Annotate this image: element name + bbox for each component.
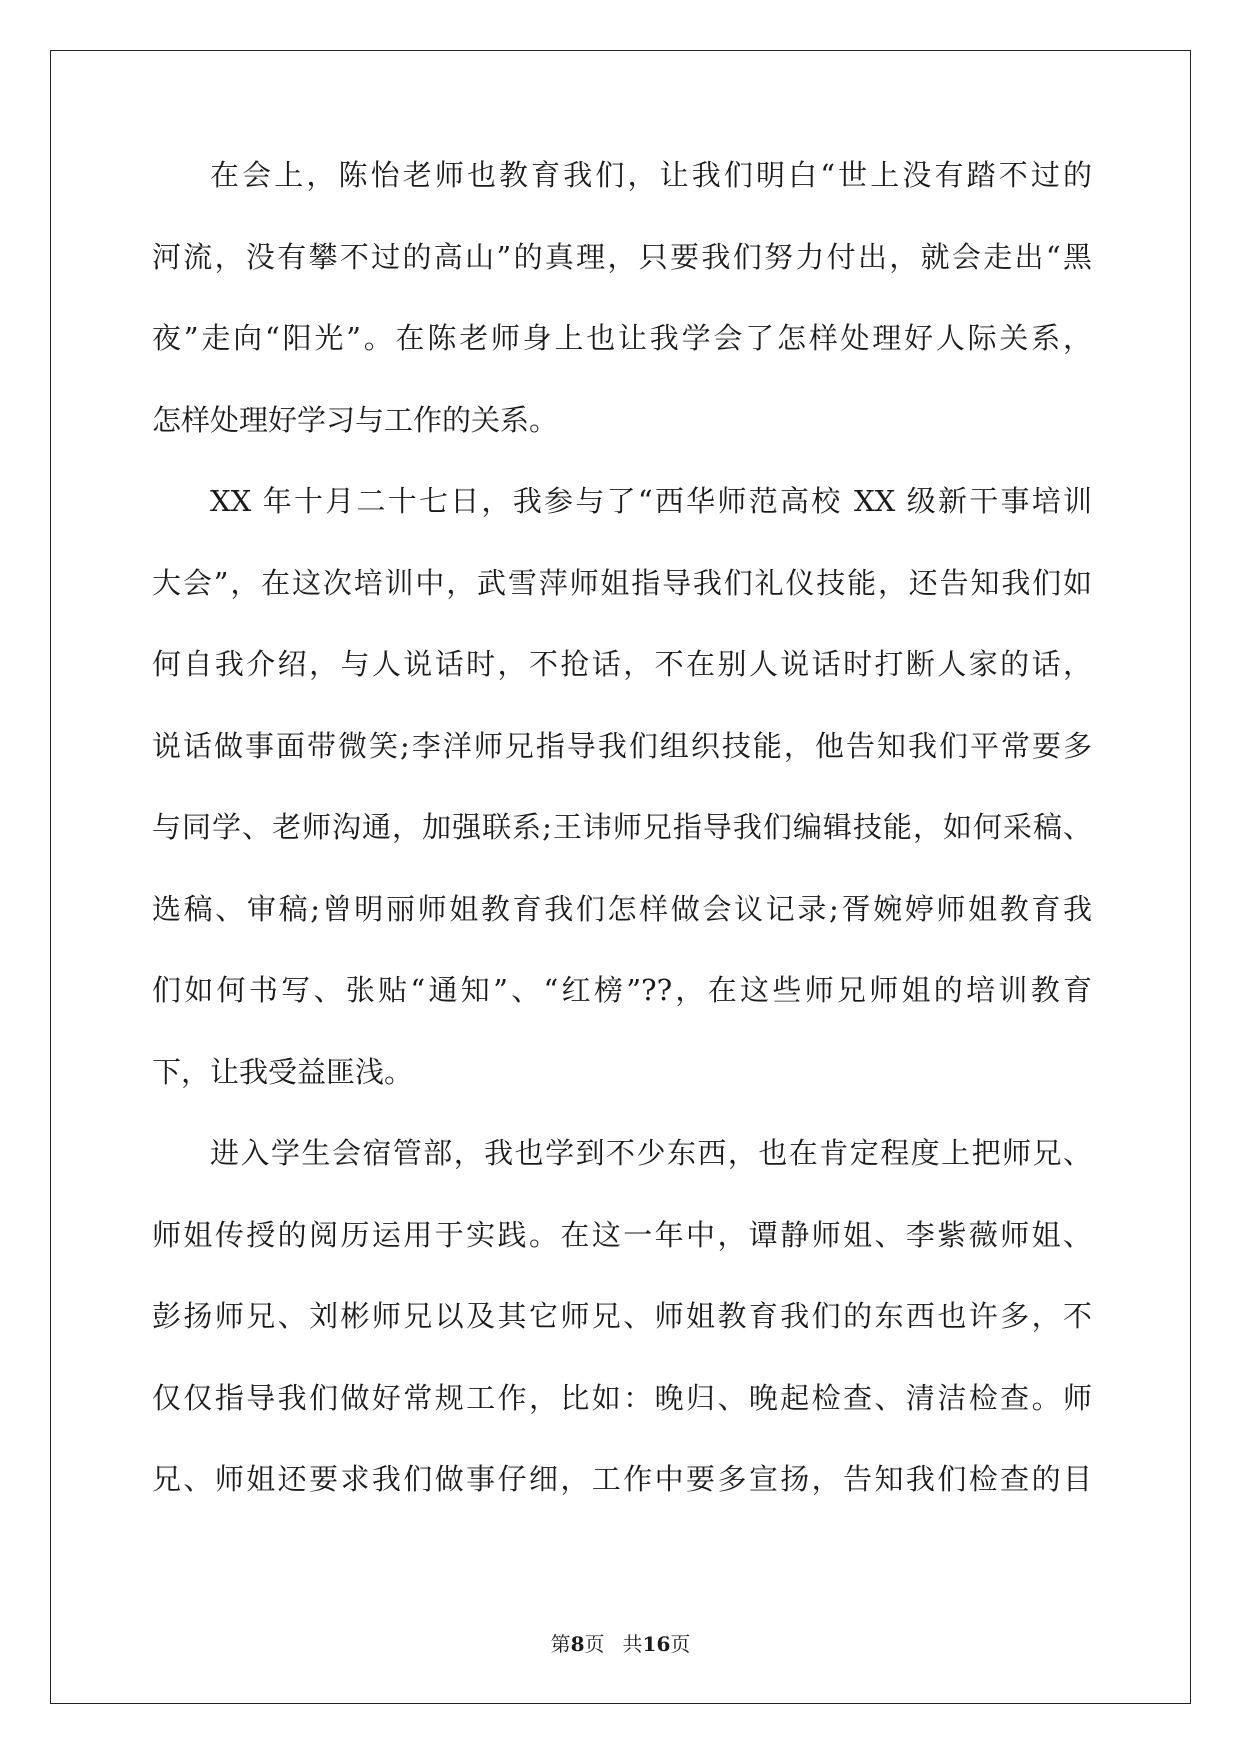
paragraph-2-line-6: 选稿、审稿;曾明丽师姐教育我们怎样做会议记录;胥婉婷师姐教育我 — [152, 891, 1092, 926]
page-footer — [0, 1628, 1241, 1657]
footer-total-prefix: 共 — [622, 1632, 643, 1656]
footer-page-prefix: 第 — [550, 1632, 571, 1656]
footer-page-number: 8 — [570, 1632, 585, 1656]
paragraph-2-line-2: 大会”，在这次培训中，武雪萍师姐指导我们礼仪技能，还告知我们如 — [152, 565, 1092, 600]
paragraph-2-line-1: XX 年十月二十七日，我参与了“西华师范高校 XX 级新干事培训 — [210, 484, 1092, 518]
paragraph-1-line-4: 怎样处理好学习与工作的关系。 — [152, 402, 559, 437]
paragraph-2-line-4: 说话做事面带微笑;李洋师兄指导我们组织技能，他告知我们平常要多 — [152, 728, 1092, 763]
paragraph-3-line-4: 仅仅指导我们做好常规工作，比如：晚归、晚起检查、清洁检查。师 — [152, 1380, 1092, 1415]
paragraph-1-line-3: 夜”走向“阳光”。在陈老师身上也让我学会了怎样处理好人际关系， — [152, 321, 1092, 355]
paragraph-2-line-5: 与同学、老师沟通，加强联系;王讳师兄指导我们编辑技能，如何采稿、 — [152, 810, 1092, 844]
paragraph-3-line-3: 彭扬师兄、刘彬师兄以及其它师兄、师姐教育我们的东西也许多，不 — [152, 1299, 1092, 1333]
paragraph-3-line-5: 兄、师姐还要求我们做事仔细，工作中要多宣扬，告知我们检查的目 — [152, 1462, 1092, 1496]
paragraph-1-line-2: 河流，没有攀不过的高山”的真理，只要我们努力付出，就会走出“黑 — [152, 239, 1092, 274]
paragraph-2-line-3: 何自我介绍，与人说话时，不抢话，不在别人说话时打断人家的话， — [152, 647, 1092, 681]
footer-total-suffix: 页 — [670, 1632, 691, 1656]
footer-page-suffix: 页 — [584, 1632, 605, 1656]
document-body — [152, 155, 1092, 1541]
paragraph-3-line-1: 进入学生会宿管部，我也学到不少东西，也在肯定程度上把师兄、 — [210, 1136, 1092, 1170]
paragraph-2-line-7: 们如何书写、张贴“通知”、“红榜”??，在这些师兄师姐的培训教育 — [152, 973, 1092, 1007]
footer-total-pages: 16 — [642, 1632, 671, 1656]
paragraph-2-line-8: 下，让我受益匪浅。 — [152, 1054, 414, 1089]
paragraph-3-line-2: 师姐传授的阅历运用于实践。在这一年中，谭静师姐、李紫薇师姐、 — [152, 1217, 1092, 1252]
paragraph-1-line-1: 在会上，陈怡老师也教育我们，让我们明白“世上没有踏不过的 — [210, 158, 1092, 192]
